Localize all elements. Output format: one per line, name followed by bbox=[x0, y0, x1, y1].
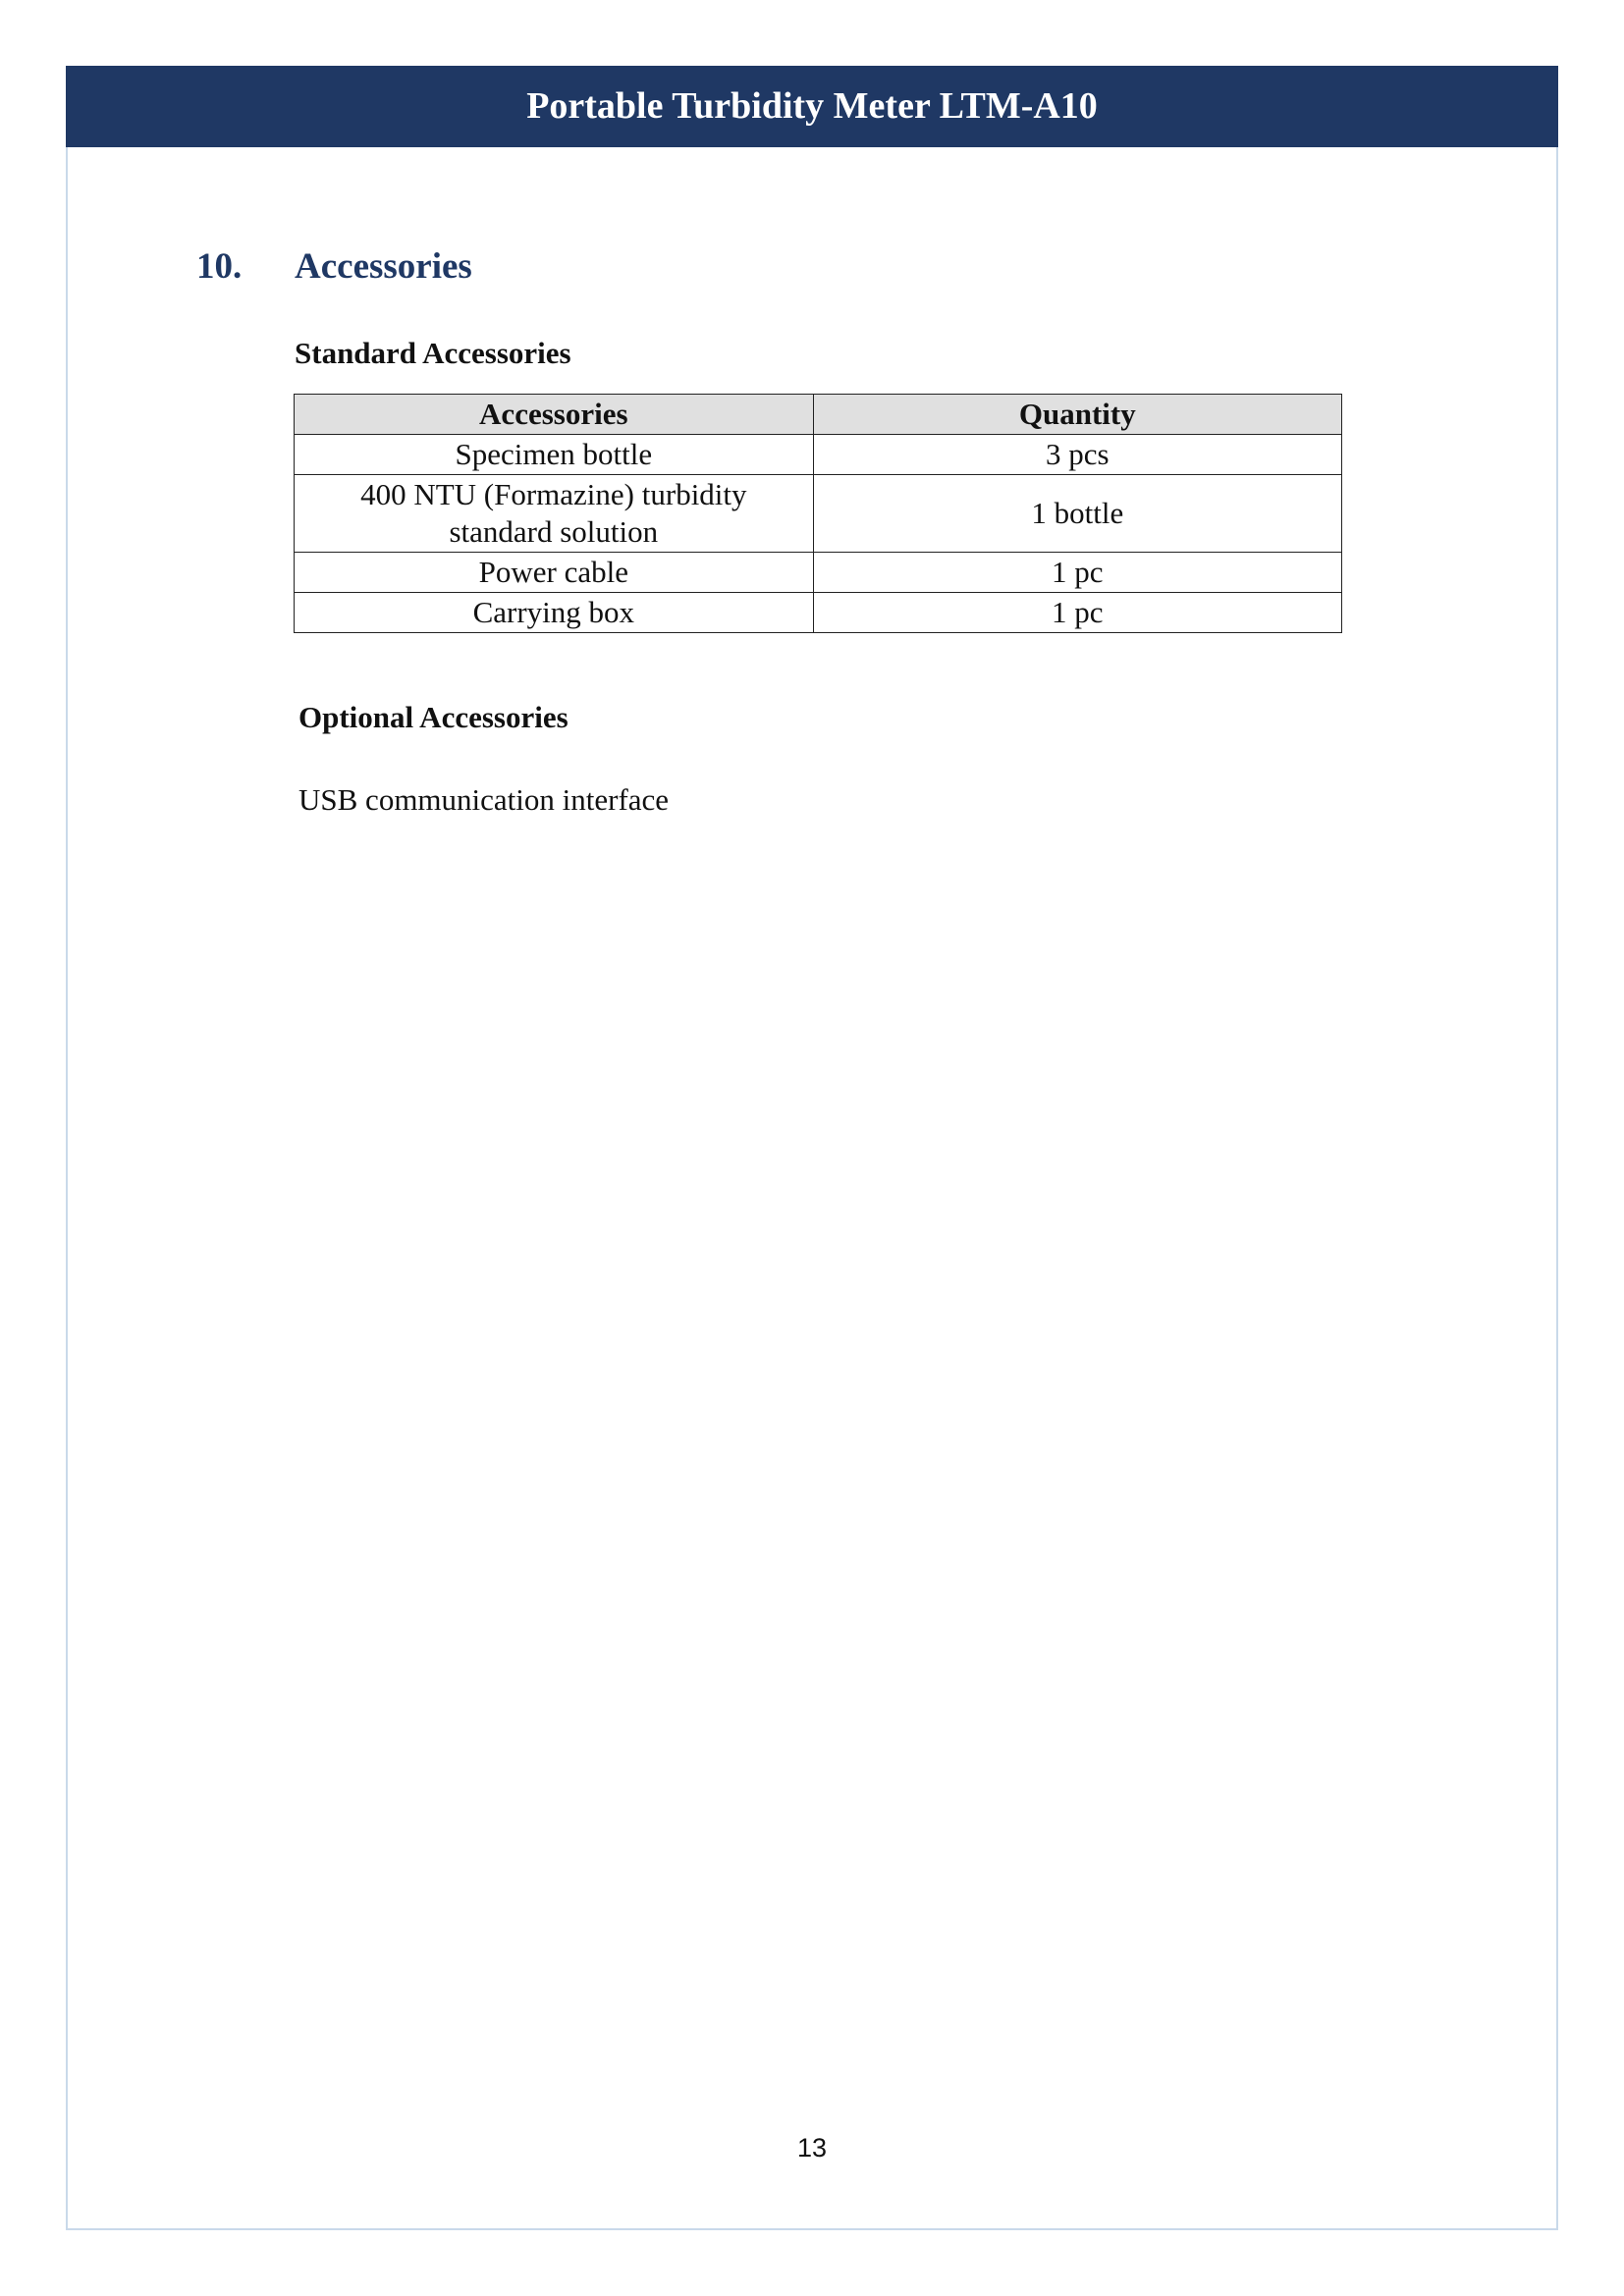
section-number: 10. bbox=[196, 246, 243, 287]
column-header-quantity: Quantity bbox=[813, 395, 1341, 435]
optional-accessory-item: USB communication interface bbox=[298, 782, 670, 817]
table-row bbox=[295, 553, 1342, 593]
section-title: Accessories bbox=[295, 246, 472, 287]
document-header bbox=[66, 66, 1558, 147]
accessory-name: Carrying box bbox=[295, 593, 814, 633]
table-row bbox=[295, 435, 1342, 475]
page-number: 13 bbox=[796, 2133, 828, 2163]
page-frame bbox=[66, 66, 1558, 2230]
table-row bbox=[295, 475, 1342, 553]
accessory-quantity: 1 pc bbox=[813, 553, 1341, 593]
table-row bbox=[295, 593, 1342, 633]
accessory-quantity: 1 bottle bbox=[813, 475, 1341, 553]
document-title: Portable Turbidity Meter LTM-A10 bbox=[526, 85, 1098, 127]
table-header-row bbox=[295, 395, 1342, 435]
accessory-name: Specimen bottle bbox=[295, 435, 814, 475]
accessory-name: Power cable bbox=[295, 553, 814, 593]
accessory-quantity: 3 pcs bbox=[813, 435, 1341, 475]
accessory-quantity: 1 pc bbox=[813, 593, 1341, 633]
standard-accessories-table bbox=[294, 394, 1342, 633]
standard-accessories-heading: Standard Accessories bbox=[295, 336, 571, 370]
optional-accessories-heading: Optional Accessories bbox=[298, 700, 568, 734]
column-header-accessories: Accessories bbox=[295, 395, 814, 435]
accessory-name: 400 NTU (Formazine) turbidity standard solution bbox=[295, 475, 814, 553]
